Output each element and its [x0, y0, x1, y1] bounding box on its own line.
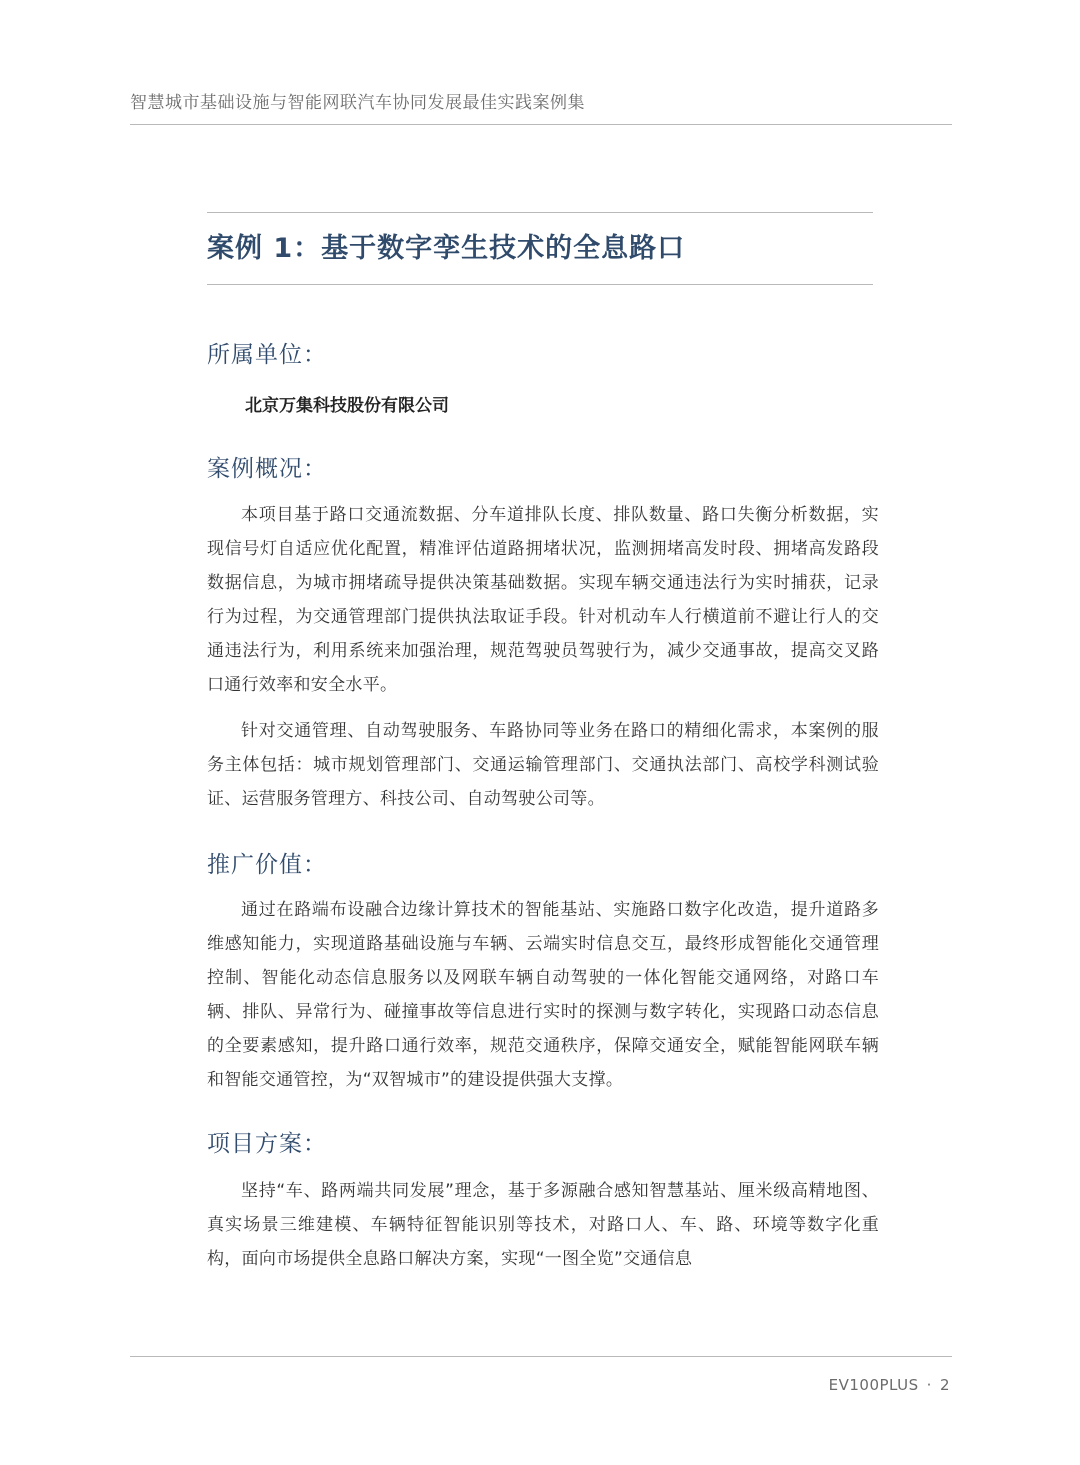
overview-paragraph: 针对交通管理、自动驾驶服务、车路协同等业务在路口的精细化需求，本案例的服务主体包括：城市规划管理部门、交通运输管理部门、交通执法部门、高校学科测试验证、运营服务管理方、科技公司、自动驾驶公司等。 — [207, 721, 879, 809]
overview-paragraph: 本项目基于路口交通流数据、分车道排队长度、排队数量、路口失衡分析数据，实现信号灯自适应优化配置，精准评估道路拥堵状况，监测拥堵高发时段、拥堵高发路段数据信息，为城市拥堵疏导提供决策基础数据。实现车辆交通违法行为实时捕获，记录行为过程，为交通管理部门提供执法取证手段。针对机动车人行横道前不避让行人的交通违法行为，利用系统来加强治理，规范驾驶员驾驶行为，减少交通事故，提高交叉路口通行效率和安全水平。 — [207, 505, 879, 695]
footer-brand: EV100PLUS — [828, 1376, 919, 1394]
unit-name: 北京万集科技股份有限公司 — [245, 396, 449, 416]
page-number: 2 — [939, 1376, 950, 1394]
footer — [829, 1376, 950, 1394]
case-title: 案例 1：基于数字孪生技术的全息路口 — [207, 233, 686, 264]
value-paragraph: 通过在路端布设融合边缘计算技术的智能基站、实施路口数字化改造，提升道路多维感知能力，实现道路基础设施与车辆、云端实时信息交互，最终形成智能化交通管理控制、智能化动态信息服务以及网联车辆自动驾驶的一体化智能交通网络，对路口车辆、排队、异常行为、碰撞事故等信息进行实时的探测与数字转化，实现路口动态信息的全要素感知，提升路口通行效率，规范交通秩序，保障交通安全，赋能智能网联车辆和智能交通管控，为“双智城市”的建设提供强大支撑。 — [207, 900, 879, 1090]
footer-separator: · — [926, 1376, 932, 1394]
footer-rule — [130, 1356, 952, 1357]
value-heading: 推广价值： — [207, 852, 327, 878]
running-header: 智慧城市基础设施与智能网联汽车协同发展最佳实践案例集 — [130, 93, 585, 113]
plan-paragraph: 坚持“车、路两端共同发展”理念，基于多源融合感知智慧基站、厘米级高精地图、真实场景三维建模、车辆特征智能识别等技术，对路口人、车、路、环境等数字化重构，面向市场提供全息路口解决方案，实现“一图全览”交通信息 — [207, 1181, 879, 1269]
plan-heading: 项目方案： — [207, 1131, 327, 1157]
title-rule-top — [207, 212, 873, 213]
unit-heading: 所属单位： — [207, 342, 327, 368]
header-rule — [130, 124, 952, 125]
overview-heading: 案例概况： — [207, 456, 327, 482]
title-rule-bottom — [207, 284, 873, 285]
